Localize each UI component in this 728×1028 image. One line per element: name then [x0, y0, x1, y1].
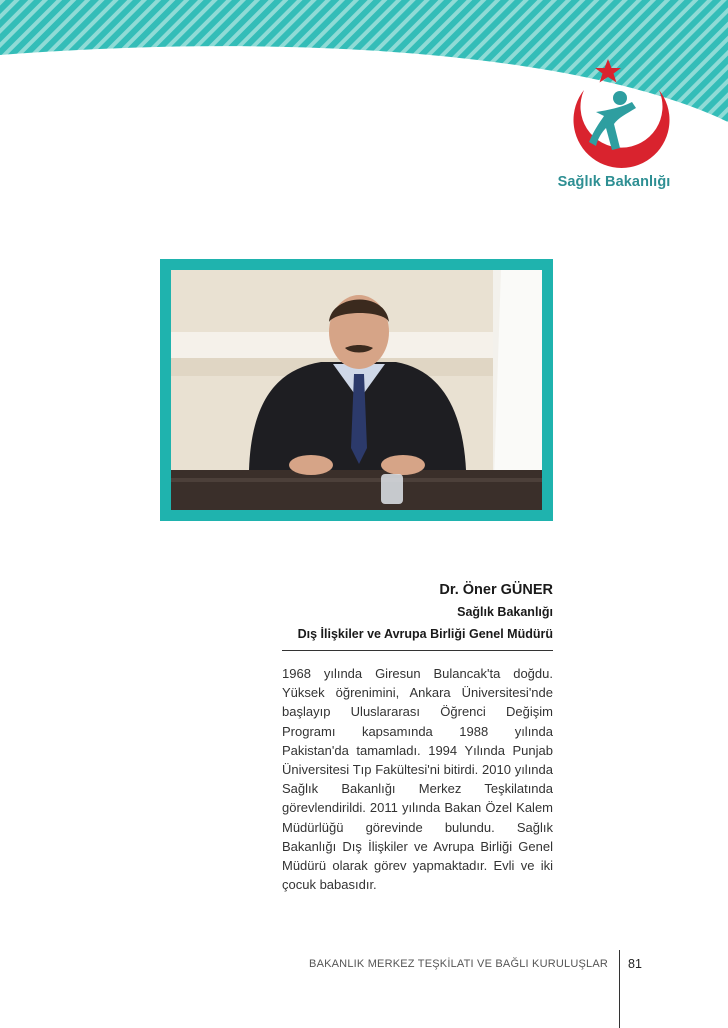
person-name: Dr. Öner GÜNER: [439, 582, 553, 598]
footer-divider: [619, 950, 620, 1028]
divider: [282, 650, 553, 651]
footer-section-title: BAKANLIK MERKEZ TEŞKİLATI VE BAĞLI KURULUŞLAR: [309, 958, 608, 970]
portrait-photo: [171, 270, 542, 510]
person-position: Dış İlişkiler ve Avrupa Birliği Genel Müdürü: [297, 627, 553, 641]
brand-label: Sağlık Bakanlığı: [557, 174, 671, 190]
biography-text: 1968 yılında Giresun Bulancak'ta doğdu. Yüksek öğrenimini, Ankara Üniversitesi'nde başlayıp Uluslararası Öğrenci Değişim Programı kapsamında 1988 yılında Pakistan'da tamamladı. 1994 Yılında Punjab Üniversitesi Tıp Fakültesi'ni bitirdi. 2010 yılında Sağlık Bakanlığı Merkez Teşkilatında görevlendirildi. 2011 yılında Bakan Özel Kalem Müdürlüğü görevinde bulundu. Sağlık Bakanlığı Dış İlişkiler ve Avrupa Birliği Genel Müdürü olarak görev yapmaktadır. Evli ve iki çocuk babasıdır.: [282, 666, 553, 893]
person-organization: Sağlık Bakanlığı: [457, 605, 553, 619]
page-number: 81: [628, 957, 642, 971]
photo-frame: [160, 259, 553, 521]
